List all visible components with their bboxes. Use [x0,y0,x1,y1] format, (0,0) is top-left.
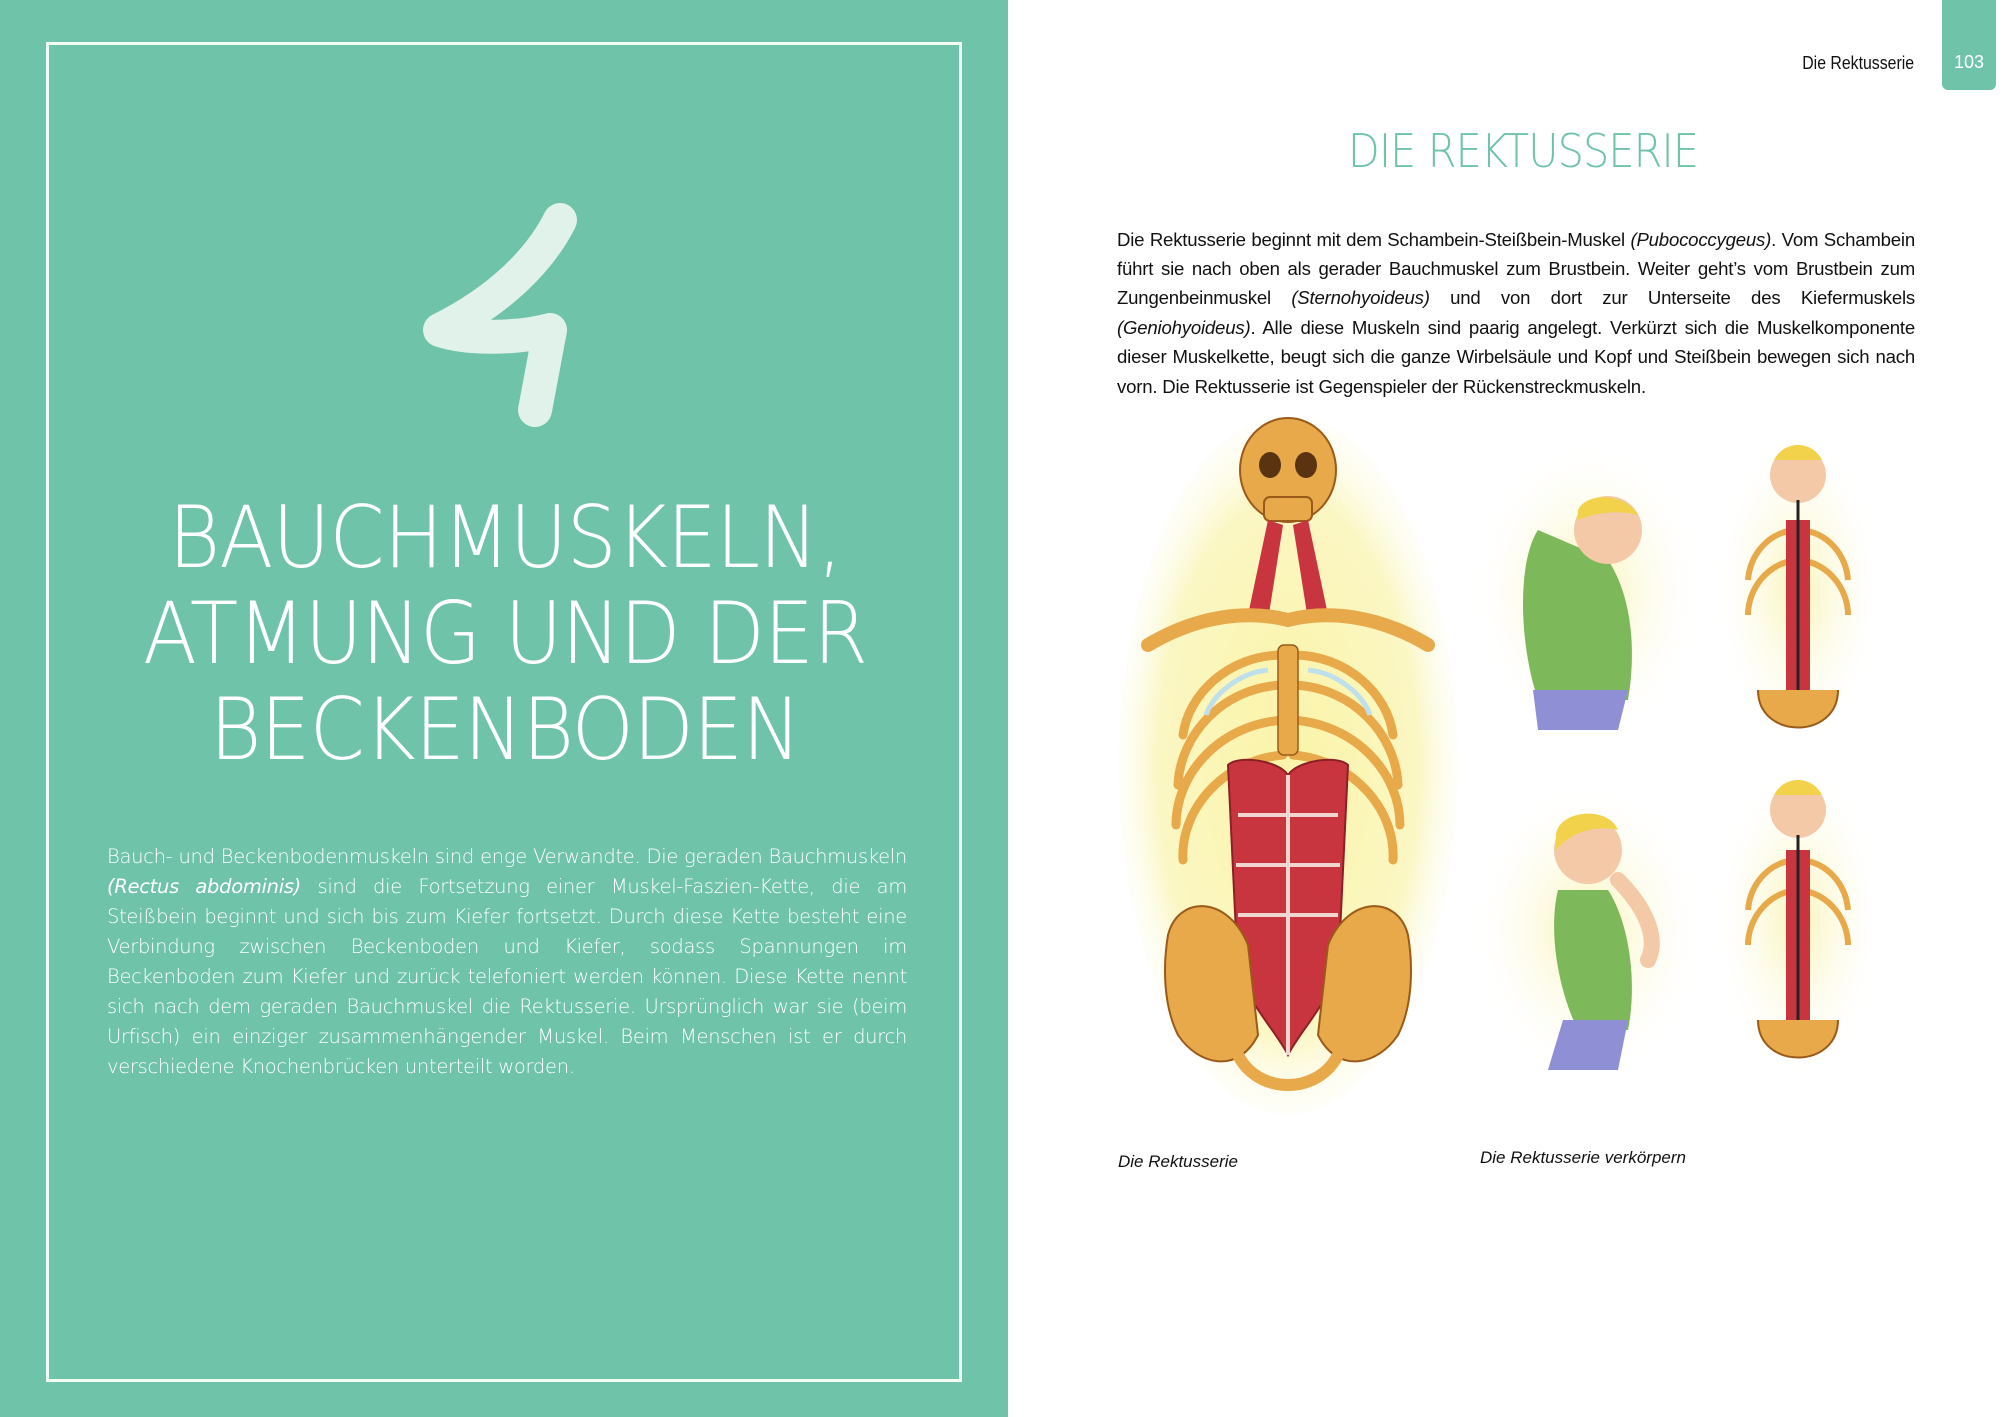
page-number: 103 [1953,52,1985,72]
chapter-title [96,490,915,778]
rektusserie-skeleton-illustration [1118,415,1458,1115]
chapter-number-graphic [420,200,620,430]
rektusserie-embodiment-illustration [1478,440,1878,1080]
body-paragraph: Die Rektusserie beginnt mit dem Schambein-Steißbein-Muskel (Pubococcygeus). Vom Schambein führt sie nach oben als gerader Bauchmuskel zum Brustbein. Weiter geht’s vom Brustbein zum Zungenbeinmuskel (Sternohyoideus) und von dort zur Unterseite des Kiefermuskels (Geniohyoideus). Alle diese Muskeln sind paarig angelegt. Verkürzt sich die Muskelkomponente dieser Muskelkette, beugt sich die ganze Wirbelsäule und Kopf und Steißbein bewegen sich nach vorn. Die Rektusserie ist Gegenspieler der Rückenstreckmuskeln. [1117,228,1915,397]
page-number-tab [1942,0,1996,90]
content-page [1008,0,2008,1417]
figure-caption: Die Rektusserie [1118,1152,1238,1171]
running-head: Die Rektusserie [1802,53,1914,73]
latin-term: (Rectus abdominis) [107,874,301,898]
chapter-title-line: ATMUNG UND DER [142,584,868,684]
chapter-title-line: BAUCHMUSKELN, [168,488,842,588]
chapter-intro: Bauch- und Beckenbodenmuskeln sind enge Verwandte. Die geraden Bauchmuskeln (Rectus abdominis) sind die Fortsetzung einer Muskel-Faszien-Kette, die am Steißbein beginnt und sich bis zum Kiefer fortsetzt. Durch diese Kette besteht eine Verbindung zwischen Beckenboden und Kiefer, sodass Spannungen im Beckenboden zum Kiefer und zurück telefoniert werden können. Diese Kette nennt sich nach dem geraden Bauchmuskel die Rektusserie. Ursprünglich war sie (beim Urfisch) ein einziger zusammenhängender Muskel. Beim Menschen ist er durch verschiedene Knochenbrücken unterteilt worden. [107,844,907,1078]
chapter-title-line: BECKENBODEN [209,680,801,780]
figure-caption: Die Rektusserie verkörpern [1480,1148,1686,1167]
section-title: DIE REKTUSSERIE [1347,124,1699,178]
